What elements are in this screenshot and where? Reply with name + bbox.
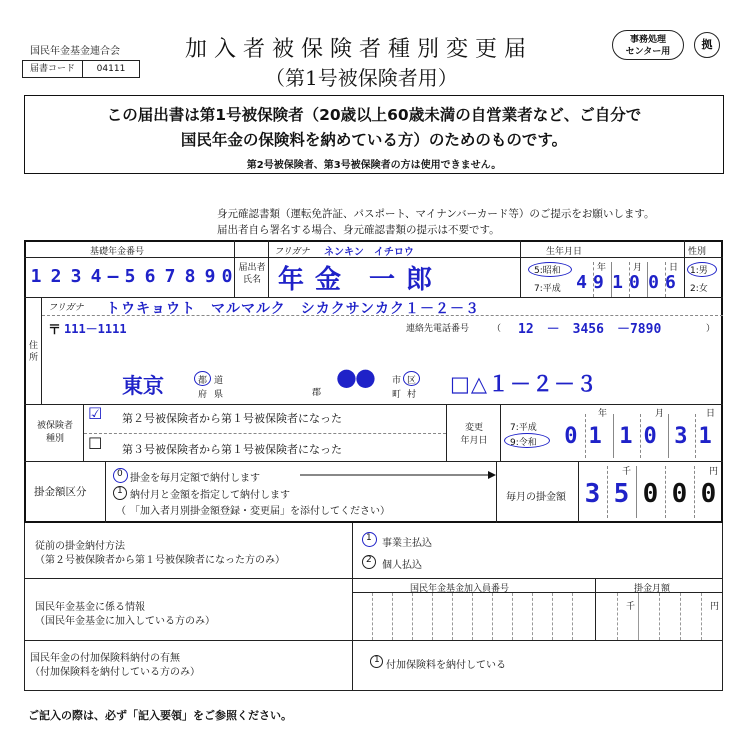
digit-divider xyxy=(512,593,513,640)
phone-label: 連絡先電話番号 xyxy=(406,324,470,334)
thousand-unit: 千 xyxy=(622,467,632,477)
divider xyxy=(500,404,501,462)
pref-unit-ken[interactable]: 県 xyxy=(214,390,224,400)
dob-day: 06 xyxy=(648,272,682,293)
fund-yen-unit: 円 xyxy=(710,602,720,612)
basic-number-digit: 7 xyxy=(164,266,176,287)
change-month: 10 xyxy=(619,424,668,449)
org-name: 国民年金基金連合会 xyxy=(30,46,120,57)
notice-line2: 国民年金の保険料を納めている方）のためのものです。 xyxy=(180,131,568,149)
fund-monthly-label: 掛金月額 xyxy=(634,584,671,594)
change-year-unit: 年 xyxy=(598,409,608,419)
fund-member-number-field[interactable] xyxy=(352,593,595,640)
change-month-unit: 月 xyxy=(655,409,665,419)
office-use-stamp xyxy=(612,30,684,60)
divider xyxy=(446,404,447,462)
amount-digit: 0 xyxy=(700,479,717,509)
dob-label: 生年月日 xyxy=(546,247,583,257)
previous-payment-label: 従前の掛金納付方法 xyxy=(35,541,125,552)
arrow-right-icon xyxy=(300,470,496,480)
id-note-line1: 身元確認書類（運転免許証、パスポート、マイナンバーカード等）のご提示をお願いします。 xyxy=(217,208,655,220)
digit-divider xyxy=(472,593,473,640)
change-date-field[interactable] xyxy=(558,404,722,462)
basic-number-digit: 0 xyxy=(221,266,233,287)
digit-divider xyxy=(638,593,639,640)
monthly-amount-field[interactable] xyxy=(578,462,723,522)
amount-digit: 5 xyxy=(613,479,630,509)
form-code-label: 届書コード xyxy=(23,61,83,77)
category-checkbox-2[interactable]: ☐ xyxy=(88,434,103,453)
additional-note: （付加保険料を納付している方のみ） xyxy=(30,667,200,678)
contribution-option1-note: 「加入者月別掛金額登録・変更届」を添付してください） xyxy=(130,506,390,517)
change-year: 01 xyxy=(564,424,613,449)
name-furigana-label: フリガナ xyxy=(274,247,310,257)
amount-digit: 0 xyxy=(642,479,659,509)
dob-year-unit: 年 xyxy=(597,263,607,273)
city-unit-shi[interactable]: 市 xyxy=(392,376,402,386)
basic-number-digit: 6 xyxy=(144,266,156,287)
contribution-option0[interactable]: 掛金を毎月定額で納付します xyxy=(130,473,260,484)
form-code-value: 04111 xyxy=(96,64,126,74)
postal-mark: 〒 xyxy=(48,323,62,338)
divider xyxy=(268,240,269,297)
digit-divider xyxy=(617,593,618,640)
digit-divider xyxy=(372,593,373,640)
address-furigana-label: フリガナ xyxy=(48,303,84,313)
divider xyxy=(496,461,497,523)
digit-divider xyxy=(552,593,553,640)
form-code-box xyxy=(22,60,140,78)
sex-option-male[interactable]: 1:男 xyxy=(690,266,708,276)
basic-number-digit: 5 xyxy=(124,266,136,287)
basic-number-digit: 8 xyxy=(184,266,196,287)
dob-field[interactable] xyxy=(575,258,683,297)
era-option-heisei[interactable]: 7:平成 xyxy=(534,284,561,294)
phone-paren-open: （ xyxy=(492,324,502,334)
dob-year: 49 xyxy=(576,272,610,293)
notice-line3: 第2号被保険者、第3号被保険者の方は使用できません。 xyxy=(246,160,502,171)
amount-digit: 0 xyxy=(671,479,688,509)
sex-selected xyxy=(687,262,717,277)
contribution-option0-num[interactable]: 0 xyxy=(117,469,123,479)
phone-paren-close: ） xyxy=(706,324,716,334)
office-use-stamp-line2: センター用 xyxy=(625,47,671,57)
change-era-heisei[interactable]: 7:平成 xyxy=(510,423,537,433)
fund-member-number-label: 国民年金基金加入員番号 xyxy=(410,584,510,594)
prefecture[interactable]: 東京 xyxy=(122,374,164,398)
additional-option-num[interactable]: 1 xyxy=(374,655,380,665)
divider xyxy=(24,640,723,641)
basic-number-digit: 2 xyxy=(50,266,62,287)
prev-option2[interactable]: 個人払込 xyxy=(382,560,422,571)
digit-divider xyxy=(659,593,660,640)
era-option-showa[interactable]: 5:昭和 xyxy=(534,266,561,276)
pref-unit-to[interactable]: 都 xyxy=(198,376,208,386)
category-option-1: 第２号被保険者から第１号被保険者になった xyxy=(122,412,342,425)
divider xyxy=(352,523,353,578)
change-date-label-line2: 年月日 xyxy=(460,436,488,446)
basic-number-digit: 3 xyxy=(70,266,82,287)
change-day: 31 xyxy=(674,424,723,449)
pref-unit-do[interactable]: 道 xyxy=(214,376,224,386)
previous-payment-note: （第２号被保険者から第１号被保険者になった方のみ） xyxy=(35,555,285,566)
pref-unit-fu[interactable]: 府 xyxy=(198,390,208,400)
basic-number-digit: 4 xyxy=(90,266,102,287)
address-label: 住所 xyxy=(29,341,39,363)
name-value[interactable]: 年 金 一 郎 xyxy=(278,265,434,295)
fund-thousand-unit: 千 xyxy=(626,602,636,612)
divider xyxy=(234,240,235,297)
notice-line1: この届出書は第1号被保険者（20歳以上60歳未満の自営業者など、ご自分で xyxy=(106,106,642,124)
form-title: 加入者被保険者種別変更届 xyxy=(185,37,534,62)
basic-number-separator: – xyxy=(107,266,119,287)
era-showa-circle xyxy=(528,262,572,277)
category-label-line2: 種別 xyxy=(45,434,64,444)
basic-number-digit: 9 xyxy=(204,266,216,287)
street-address[interactable]: □△１－２－３ xyxy=(450,372,598,396)
digit-divider xyxy=(701,593,702,640)
notice-box xyxy=(24,95,724,174)
postal-code[interactable]: 111－1111 xyxy=(64,322,127,336)
gun-label: 郡 xyxy=(312,388,322,398)
name-label-line1: 届出者 xyxy=(238,263,266,273)
city-unit-ku[interactable]: 区 xyxy=(407,376,417,386)
contribution-label: 掛金額区分 xyxy=(34,486,87,498)
category-option-2: 第３号被保険者から第１号被保険者になった xyxy=(122,443,342,456)
change-date-label xyxy=(452,422,496,448)
category-label-line1: 被保険者 xyxy=(36,421,73,431)
name-label-line2: 氏名 xyxy=(242,275,261,285)
digit-divider xyxy=(412,593,413,640)
divider xyxy=(352,640,353,691)
city-name[interactable]: ●● xyxy=(336,363,374,391)
fund-monthly-field[interactable] xyxy=(596,593,723,640)
office-use-stamp-line1: 事務処理 xyxy=(629,35,666,45)
divider xyxy=(684,240,685,297)
amount-digit: 3 xyxy=(584,479,601,509)
additional-label: 国民年金の付加保険料納付の有無 xyxy=(30,653,180,664)
additional-option[interactable]: 付加保険料を納付している xyxy=(386,660,506,671)
contribution-option1-num[interactable]: 1 xyxy=(117,486,123,496)
name-label xyxy=(236,262,268,286)
basic-number-field[interactable] xyxy=(24,258,234,297)
city-unit-mura[interactable]: 村 xyxy=(407,390,417,400)
prev-option2-num[interactable]: 2 xyxy=(366,555,372,565)
name-furigana[interactable]: ネンキン イチロウ xyxy=(324,247,414,258)
prev-option1[interactable]: 事業主払込 xyxy=(382,538,432,549)
divider xyxy=(520,240,521,297)
id-note-line2: 届出者自ら署名する場合、身元確認書類の提示は不要です。 xyxy=(217,224,500,236)
reception-stamp: 拠 xyxy=(694,32,720,58)
dob-month-unit: 月 xyxy=(633,263,643,273)
sex-label: 性別 xyxy=(688,247,707,257)
change-era-reiwa[interactable]: 9:令和 xyxy=(510,438,537,448)
digit-divider xyxy=(532,593,533,640)
digit-divider xyxy=(492,593,493,640)
city-unit-machi[interactable]: 町 xyxy=(392,390,402,400)
contribution-option1[interactable]: 納付月と金額を指定して納付します xyxy=(130,490,290,501)
phone-number[interactable]: 12 － 3456 －7890 xyxy=(518,322,662,337)
basic-number-digit: 1 xyxy=(30,266,42,287)
prev-option1-num[interactable]: 1 xyxy=(366,533,372,543)
divider xyxy=(84,433,446,434)
basic-number-label: 基礎年金番号 xyxy=(90,247,145,257)
digit-divider xyxy=(392,593,393,640)
footer-note: ご記入の際は、必ず「記入要領」をご参照ください。 xyxy=(28,709,292,722)
change-day-unit: 日 xyxy=(706,409,716,419)
category-checkbox-1[interactable]: ☑ xyxy=(88,404,103,423)
dob-month: 10 xyxy=(612,272,646,293)
fund-note: （国民年金基金に加入している方のみ） xyxy=(35,616,215,627)
category-label xyxy=(30,420,80,446)
fund-label: 国民年金基金に係る情報 xyxy=(35,602,145,613)
divider xyxy=(42,315,723,316)
yen-unit: 円 xyxy=(709,467,719,477)
digit-divider xyxy=(452,593,453,640)
digit-divider xyxy=(432,593,433,640)
monthly-amount-label: 毎月の掛金額 xyxy=(506,492,566,503)
change-date-label-line1: 変更 xyxy=(464,423,483,433)
address-furigana[interactable]: トウキョウト マルマルク シカクサンカク１－２－３ xyxy=(106,301,481,317)
divider xyxy=(24,578,723,579)
contribution-option1-note-open: （ xyxy=(116,506,126,517)
form-subtitle: （第1号被保険者用） xyxy=(265,66,458,90)
digit-divider xyxy=(680,593,681,640)
digit-divider xyxy=(572,593,573,640)
sex-option-female[interactable]: 2:女 xyxy=(690,284,708,294)
dob-day-unit: 日 xyxy=(669,263,679,273)
